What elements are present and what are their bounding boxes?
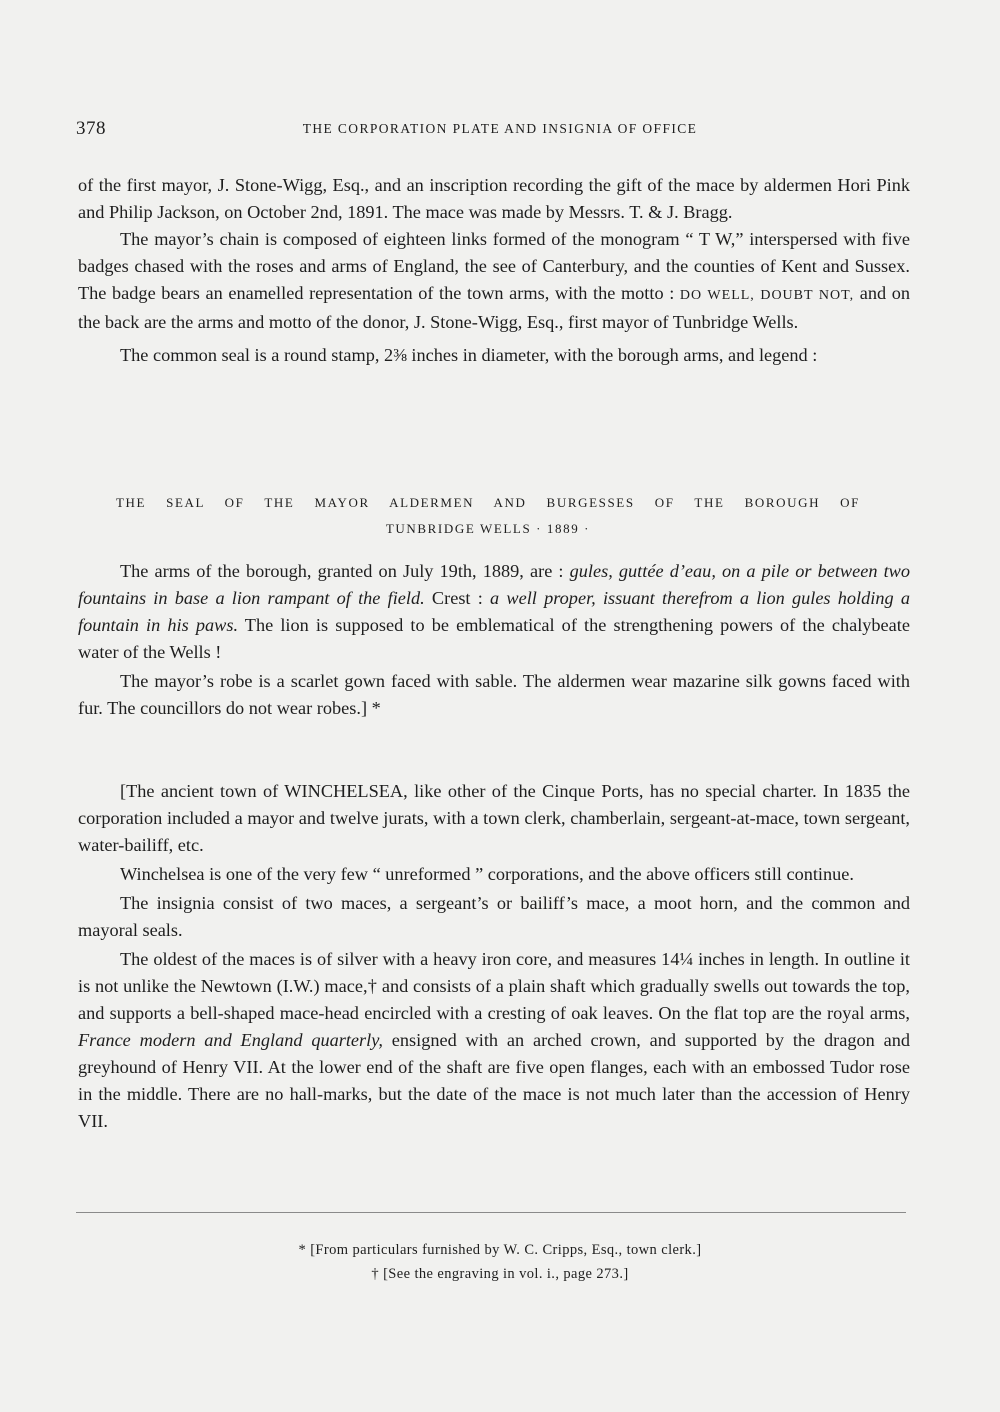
paragraph-robes: The mayor’s robe is a scarlet gown faced with sable. The aldermen wear mazarine silk gowns faced with fur. The councillors do not wear robes.] *: [78, 671, 910, 718]
arms-text-c: The lion is supposed to be emblematical of the strengthening powers of the chalybeate water of the Wells !: [78, 615, 910, 662]
page-number: 378: [76, 118, 106, 139]
paragraph-borough-arms: [78, 558, 910, 666]
paragraph-common-seal: The common seal is a round stamp, 2⅜ inches in diameter, with the borough arms, and legend :: [120, 345, 818, 365]
footnotes: [0, 1238, 1000, 1286]
paragraph-winchelsea-intro: [78, 778, 910, 859]
arms-blazon: gules, guttée d’eau, on a pile or between two fountains in base a lion rampant of the field.: [78, 561, 910, 608]
paragraph-mayor-chain: [78, 226, 910, 336]
seal-legend-line-1: THE SEAL OF THE MAYOR ALDERMEN AND BURGESSES OF THE BOROUGH OF: [116, 495, 860, 510]
royal-arms-blazon: France modern and England quarterly,: [78, 1030, 383, 1050]
paragraph-insignia: The insignia consist of two maces, a sergeant’s or bailiff’s mace, a moot horn, and the common and mayoral seals.: [78, 893, 910, 940]
footnote-2: † [See the engraving in vol. i., page 273.]: [371, 1266, 629, 1282]
tunbridge-section-top: [78, 172, 910, 369]
chain-text-b: and on the back are the arms and motto of the donor, J. Stone-Wigg, Esq., first mayor of Tunbridge Wells.: [78, 283, 910, 332]
paragraph-mace-gift: of the first mayor, J. Stone-Wigg, Esq., and an inscription recording the gift of the mace by aldermen Hori Pink and Philip Jackson, on October 2nd, 1891. The mace was made by Messrs. T. & J. Bragg.: [78, 175, 910, 222]
mace-text-a: The oldest of the maces is of silver with a heavy iron core, and measures 14¼ inches in length. In outline it is not unlike the Newtown (I.W.) mace,† and consists of a plain shaft which gradually swells out towards the top, and supports a bell-shaped mace-head encircled with a cresting of oak leaves. On the flat top are the royal arms,: [78, 949, 910, 1023]
seal-legend: [78, 490, 898, 542]
arms-text-a: The arms of the borough, granted on July 19th, 1889, are :: [120, 561, 570, 581]
winchelsea-text-a: [The ancient town of: [120, 781, 285, 801]
paragraph-oldest-mace: [78, 946, 910, 1135]
footnote-1: * [From particulars furnished by W. C. Cripps, Esq., town clerk.]: [298, 1242, 702, 1258]
paragraph-unreformed: Winchelsea is one of the very few “ unreformed ” corporations, and the above officers still continue.: [120, 864, 854, 884]
winchelsea-section: [78, 778, 910, 1135]
chain-text-a: The mayor’s chain is composed of eighteen links formed of the monogram “ T W,” interspersed with five badges chased with the roses and arms of England, the see of Canterbury, and the counties of Kent and Sussex. The badge bears an enamelled representation of the town arms, with the motto :: [78, 229, 910, 303]
motto: DO WELL, DOUBT NOT,: [679, 288, 855, 303]
seal-legend-line-2: TUNBRIDGE WELLS · 1889 ·: [385, 521, 591, 536]
tunbridge-section-bottom: [78, 558, 910, 722]
mace-text-b: ensigned with an arched crown, and supported by the dragon and greyhound of Henry VII. At the lower end of the shaft are five open flanges, each with an embossed Tudor rose in the middle. There are no hall-marks, but the date of the mace is not much later than the accession of Henry VII.: [78, 1030, 910, 1131]
running-title: THE CORPORATION PLATE AND INSIGNIA OF OFFICE: [302, 121, 698, 136]
footnote-divider: [76, 1212, 906, 1213]
winchelsea-name: WINCHELSEA,: [284, 781, 408, 801]
winchelsea-text-b: like other of the Cinque Ports, has no special charter. In 1835 the corporation included a mayor and twelve jurats, with a town clerk, chamberlain, sergeant-at-mace, town sergeant, water-bailiff, etc.: [78, 781, 910, 855]
arms-text-b: Crest :: [424, 588, 491, 608]
crest-blazon: a well proper, issuant therefrom a lion gules holding a fountain in his paws.: [78, 588, 910, 635]
